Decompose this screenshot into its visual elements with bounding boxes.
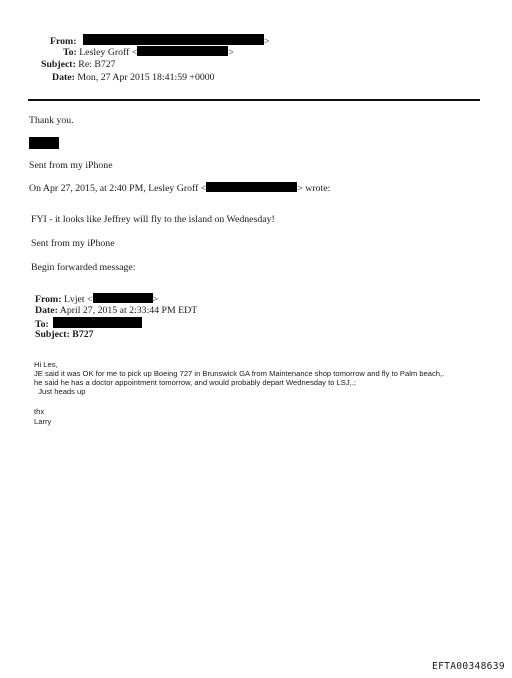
quote-intro-wrote: > wrote: xyxy=(297,183,331,194)
header-date-line xyxy=(52,72,215,83)
fwd-subject-line xyxy=(35,329,94,340)
fwd-to-label: To: xyxy=(35,319,49,330)
body-signature: Larry xyxy=(34,417,52,426)
body-line: Hi Les, xyxy=(34,360,58,369)
quoted-sent-from: Sent from my iPhone xyxy=(31,238,115,249)
fwd-date-line xyxy=(35,305,197,316)
redacted-fwd-to xyxy=(53,317,142,328)
redacted-recipient-email xyxy=(137,46,228,56)
header-to-label: To: xyxy=(63,47,77,58)
header-to-line xyxy=(63,46,234,58)
fwd-subject-label: Subject: xyxy=(35,329,70,340)
reply-sent-from: Sent from my iPhone xyxy=(29,160,113,171)
fwd-from-value: Lvjet < xyxy=(63,294,93,305)
reply-quote-intro xyxy=(29,182,330,194)
quoted-fyi: FYI - it looks like Jeffrey will fly to the island on Wednesday! xyxy=(31,214,275,225)
redacted-fwd-from-email xyxy=(93,293,153,303)
fwd-subject-value: B727 xyxy=(72,329,94,340)
header-subject-line xyxy=(41,59,116,70)
header-date-value: Mon, 27 Apr 2015 18:41:59 +0000 xyxy=(77,72,215,83)
header-to-close: > xyxy=(228,47,234,58)
fwd-from-line xyxy=(35,293,158,305)
header-from-label: From: xyxy=(50,36,77,47)
header-subject-value: Re: B727 xyxy=(78,59,116,70)
header-to-name: Lesley Groff < xyxy=(79,47,138,58)
header-divider xyxy=(28,99,480,101)
fwd-date-label: Date: xyxy=(35,305,58,316)
document-id: EFTA00348639 xyxy=(432,661,505,672)
quote-intro-text: On Apr 27, 2015, at 2:40 PM, Lesley Groff < xyxy=(29,183,207,194)
quoted-begin-forwarded: Begin forwarded message: xyxy=(31,262,136,273)
header-date-label: Date: xyxy=(52,72,75,83)
fwd-from-close: > xyxy=(152,294,159,305)
redacted-sender xyxy=(83,34,264,45)
header-from-close: > xyxy=(263,36,270,47)
body-line: he said he has a doctor appointment tomorrow, and would probably depart Wednesday to LSJ,.; xyxy=(34,378,356,387)
redacted-signature xyxy=(29,137,59,149)
fwd-from-label: From: xyxy=(35,294,62,305)
reply-thanks: Thank you. xyxy=(29,115,74,126)
fwd-date-value: April 27, 2015 at 2:33:44 PM EDT xyxy=(59,305,198,316)
header-subject-label: Subject: xyxy=(41,59,76,70)
body-thx: thx xyxy=(34,407,45,416)
body-line: Just heads up xyxy=(34,387,86,396)
body-line: JE said it was OK for me to pick up Boeing 727 in Brunswick GA from Maintenance shop tomorrow and fly to Palm beach,. xyxy=(34,369,445,378)
redacted-quote-email xyxy=(206,182,297,192)
